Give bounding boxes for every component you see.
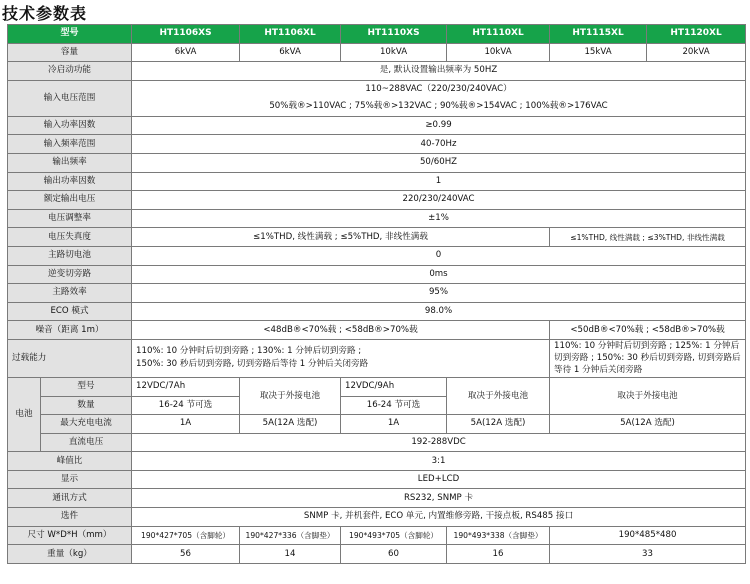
row-label: 噪音（距离 1m） (8, 321, 132, 340)
input-voltage-row (8, 80, 746, 116)
size-value: 190*485*480 (550, 526, 746, 545)
inverter-bypass-row (8, 265, 746, 284)
main-to-battery-row (8, 246, 746, 265)
spec-table (7, 24, 746, 564)
row-label: 容量 (8, 43, 132, 62)
row-label: 峰值比 (8, 452, 132, 471)
options-value: SNMP 卡, 并机套件, ECO 单元, 内置维修旁路, 干接点板, RS485 接口 (132, 508, 746, 527)
model-name: HT1106XS (132, 25, 240, 44)
row-label: 冷启动功能 (8, 62, 132, 81)
output-pf-row (8, 172, 746, 191)
model-name: HT1115XL (550, 25, 647, 44)
size-value: 190*493*338（含脚垫） (447, 526, 550, 545)
eco-row (8, 302, 746, 321)
row-label: 选件 (8, 508, 132, 527)
charge-current: 5A(12A 选配) (240, 415, 341, 434)
main-to-battery-value: 0 (132, 246, 746, 265)
external-battery-c: 取决于外接电池 (550, 377, 746, 414)
input-voltage-line2: 50%载®>110VAC ; 75%载®>132VAC ; 90%载®>154VAC ; 100%载®>176VAC (269, 101, 608, 112)
row-label: 输入电压范围 (8, 80, 132, 116)
row-label: 逆变切旁路 (8, 265, 132, 284)
external-battery-a: 取决于外接电池 (240, 377, 341, 414)
header-row (8, 25, 746, 44)
row-label: 主路效率 (8, 284, 132, 303)
input-voltage-line1: 110~288VAC（220/230/240VAC） (365, 84, 512, 95)
charge-current: 1A (341, 415, 447, 434)
input-pf-value: ≥0.99 (132, 116, 746, 135)
overload-row (8, 339, 746, 377)
row-label: 型号 (41, 377, 132, 396)
row-label: 直流电压 (41, 433, 132, 452)
model-name: HT1110XL (447, 25, 550, 44)
noise-row (8, 321, 746, 340)
input-freq-row (8, 135, 746, 154)
regulation-row (8, 209, 746, 228)
row-label: 重量（kg） (8, 545, 132, 564)
row-label: 额定输出电压 (8, 191, 132, 210)
page-title: 技术参数表 (2, 4, 88, 23)
battery-charge-row (8, 415, 746, 434)
options-row (8, 508, 746, 527)
crest-row (8, 452, 746, 471)
comm-value: RS232, SNMP 卡 (132, 489, 746, 508)
weight-value: 60 (341, 545, 447, 564)
battery-qty-b: 16-24 节可选 (341, 396, 447, 415)
model-name: HT1110XS (341, 25, 447, 44)
output-pf-value: 1 (132, 172, 746, 191)
row-label: 过载能力 (8, 339, 132, 377)
row-label: 尺寸 W*D*H（mm） (8, 526, 132, 545)
overload-line1: 110%: 10 分钟时后切到旁路 ; 130%: 1 分钟后切到旁路 ; (136, 346, 362, 357)
dc-voltage-value: 192-288VDC (132, 433, 746, 452)
display-row (8, 470, 746, 489)
output-freq-value: 50/60HZ (132, 153, 746, 172)
row-label: 通讯方式 (8, 489, 132, 508)
input-pf-row (8, 116, 746, 135)
overload-value-a (132, 339, 550, 377)
row-label: 显示 (8, 470, 132, 489)
output-freq-row (8, 153, 746, 172)
rated-voltage-value: 220/230/240VAC (132, 191, 746, 210)
capacity-value: 10kVA (447, 43, 550, 62)
distortion-value-a: ≤1%THD, 线性满载 ; ≤5%THD, 非线性满载 (132, 228, 550, 247)
weight-value: 33 (550, 545, 746, 564)
row-label: 输入功率因数 (8, 116, 132, 135)
weight-row (8, 545, 746, 564)
overload-line2: 150%: 30 秒后切到旁路, 切到旁路后等待 1 分钟后关闭旁路 (136, 359, 369, 370)
charge-current: 1A (132, 415, 240, 434)
noise-value-a: <48dB®<70%载 ; <58dB®>70%载 (132, 321, 550, 340)
capacity-value: 6kVA (132, 43, 240, 62)
capacity-value: 6kVA (240, 43, 341, 62)
distortion-row (8, 228, 746, 247)
capacity-value: 15kVA (550, 43, 647, 62)
row-label: 输出功率因数 (8, 172, 132, 191)
rated-voltage-row (8, 191, 746, 210)
display-value: LED+LCD (132, 470, 746, 489)
row-label: 输入频率范围 (8, 135, 132, 154)
capacity-row (8, 43, 746, 62)
charge-current: 5A(12A 选配) (447, 415, 550, 434)
battery-model-b: 12VDC/9Ah (341, 377, 447, 396)
model-header: 型号 (8, 25, 132, 44)
row-label: 电压调整率 (8, 209, 132, 228)
overload-value-b: 110%: 10 分钟时后切到旁路 ; 125%: 1 分钟后切到旁路 ; 150%: 30 秒后切到旁路, 切到旁路后等待 1 分钟后关闭旁路 (550, 339, 746, 377)
main-efficiency-value: 95% (132, 284, 746, 303)
main-efficiency-row (8, 284, 746, 303)
size-value: 190*427*705（含脚轮） (132, 526, 240, 545)
row-label: ECO 模式 (8, 302, 132, 321)
distortion-value-b: ≤1%THD, 线性满载 ; ≤3%THD, 非线性满载 (550, 228, 746, 247)
noise-value-b: <50dB®<70%载 ; <58dB®>70%载 (550, 321, 746, 340)
input-freq-value: 40-70Hz (132, 135, 746, 154)
row-label: 最大充电电流 (41, 415, 132, 434)
comm-row (8, 489, 746, 508)
eco-value: 98.0% (132, 302, 746, 321)
model-name: HT1120XL (647, 25, 746, 44)
input-voltage-value (132, 80, 746, 116)
row-label: 数量 (41, 396, 132, 415)
capacity-value: 20kVA (647, 43, 746, 62)
row-label: 电压失真度 (8, 228, 132, 247)
external-battery-b: 取决于外接电池 (447, 377, 550, 414)
battery-model-row (8, 377, 746, 396)
regulation-value: ±1% (132, 209, 746, 228)
weight-value: 56 (132, 545, 240, 564)
size-value: 190*427*336（含脚垫） (240, 526, 341, 545)
battery-qty-a: 16-24 节可选 (132, 396, 240, 415)
weight-value: 14 (240, 545, 341, 564)
size-row (8, 526, 746, 545)
battery-label: 电池 (8, 377, 41, 451)
row-label: 输出频率 (8, 153, 132, 172)
crest-value: 3:1 (132, 452, 746, 471)
battery-model-a: 12VDC/7Ah (132, 377, 240, 396)
weight-value: 16 (447, 545, 550, 564)
capacity-value: 10kVA (341, 43, 447, 62)
row-label: 主路切电池 (8, 246, 132, 265)
model-name: HT1106XL (240, 25, 341, 44)
battery-dc-row (8, 433, 746, 452)
cold-start-value: 是, 默认设置输出频率为 50HZ (132, 62, 746, 81)
size-value: 190*493*705（含脚轮） (341, 526, 447, 545)
cold-start-row (8, 62, 746, 81)
inverter-bypass-value: 0ms (132, 265, 746, 284)
charge-current: 5A(12A 选配) (550, 415, 746, 434)
